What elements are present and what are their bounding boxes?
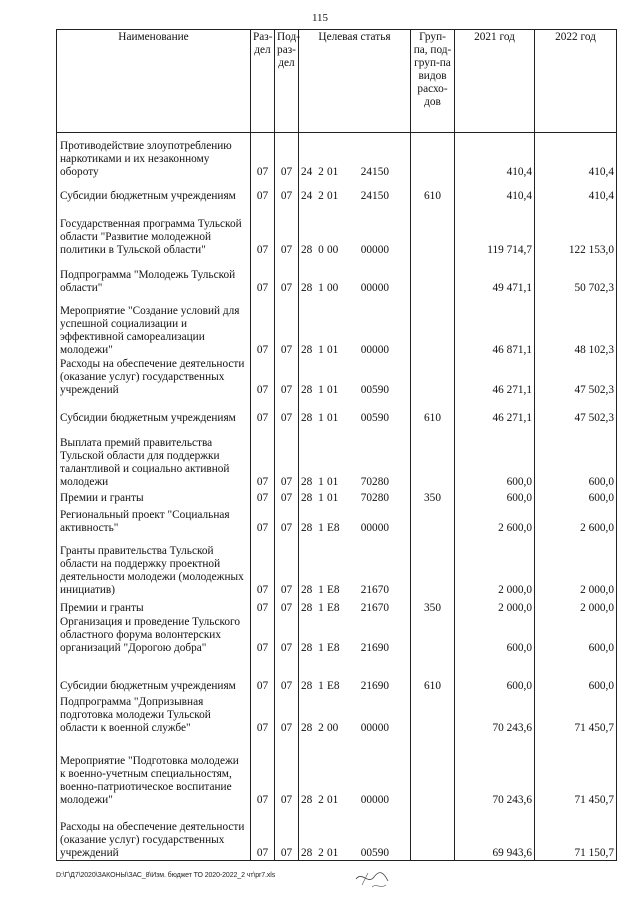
row-target-article <box>299 535 411 597</box>
target-part-t3: 01 <box>327 383 339 396</box>
row-subsection: 07 <box>275 535 299 597</box>
target-part-t3: 01 <box>327 793 339 806</box>
row-name: Премии и гранты <box>57 597 251 615</box>
target-part-t3: E8 <box>327 641 340 654</box>
target-part-t3: 01 <box>327 491 339 504</box>
row-target-article <box>299 397 411 425</box>
table-row <box>57 133 617 179</box>
row-expense-group <box>411 295 455 357</box>
target-part-t4: 00590 <box>360 847 389 859</box>
row-section: 07 <box>251 597 275 615</box>
row-name: Противодействие злоупотреблению наркотиками и их незаконному обороту <box>57 133 251 179</box>
row-value-2021: 69 943,6 <box>455 807 535 861</box>
row-subsection: 07 <box>275 425 299 489</box>
target-part-t4: 24150 <box>360 189 389 202</box>
table-row <box>57 295 617 357</box>
target-part-t1: 28 <box>301 641 313 654</box>
row-expense-group: 610 <box>411 655 455 693</box>
row-target-article <box>299 257 411 295</box>
target-part-t1: 28 <box>301 679 313 692</box>
row-expense-group <box>411 203 455 257</box>
row-value-2022: 50 702,3 <box>535 257 617 295</box>
row-value-2022: 600,0 <box>535 425 617 489</box>
target-part-t2: 1 <box>318 601 324 614</box>
row-value-2021: 2 000,0 <box>455 597 535 615</box>
header-2021: 2021 год <box>455 30 535 133</box>
row-value-2021: 70 243,6 <box>455 735 535 807</box>
row-expense-group: 610 <box>411 397 455 425</box>
target-part-t1: 28 <box>301 491 313 504</box>
target-part-t4: 70280 <box>360 491 389 504</box>
row-value-2022: 71 450,7 <box>535 693 617 735</box>
row-subsection: 07 <box>275 807 299 861</box>
row-target-article <box>299 179 411 203</box>
target-part-t3: E8 <box>327 521 340 534</box>
row-expense-group <box>411 425 455 489</box>
target-part-t1: 28 <box>301 383 313 396</box>
row-subsection: 07 <box>275 655 299 693</box>
row-value-2021: 600,0 <box>455 655 535 693</box>
target-part-t1: 24 <box>301 189 313 202</box>
table-row <box>57 397 617 425</box>
table-row <box>57 425 617 489</box>
row-value-2021: 46 271,1 <box>455 357 535 397</box>
target-part-t3: E8 <box>327 583 340 596</box>
target-part-t1: 28 <box>301 721 313 734</box>
row-value-2022: 410,4 <box>535 133 617 179</box>
row-value-2021: 600,0 <box>455 615 535 655</box>
row-value-2022: 71 450,7 <box>535 735 617 807</box>
row-value-2021: 70 243,6 <box>455 693 535 735</box>
target-part-t3: 01 <box>327 343 339 356</box>
table-row <box>57 597 617 615</box>
row-section: 07 <box>251 397 275 425</box>
row-target-article <box>299 597 411 615</box>
row-value-2021: 600,0 <box>455 425 535 489</box>
row-target-article <box>299 655 411 693</box>
row-name: Мероприятие "Подготовка молодежи к военно-учетным специальностям, военно-патриотическое воспитание молодежи" <box>57 735 251 807</box>
row-expense-group <box>411 257 455 295</box>
target-part-t1: 28 <box>301 583 313 596</box>
row-subsection: 07 <box>275 295 299 357</box>
row-value-2022: 47 502,3 <box>535 397 617 425</box>
row-name: Мероприятие "Создание условий для успешной социализации и эффективной самореализации молодежи" <box>57 295 251 357</box>
table-row <box>57 615 617 655</box>
row-name: Субсидии бюджетным учреждениям <box>57 655 251 693</box>
target-part-t2: 1 <box>318 521 324 534</box>
table-row <box>57 735 617 807</box>
target-part-t1: 28 <box>301 243 313 256</box>
target-part-t2: 1 <box>318 383 324 396</box>
row-name: Подпрограмма "Молодежь Тульской области" <box>57 257 251 295</box>
row-section: 07 <box>251 489 275 505</box>
row-value-2022: 122 153,0 <box>535 203 617 257</box>
table-header-row <box>57 30 617 133</box>
target-part-t3: 01 <box>327 847 339 859</box>
handwritten-mark <box>352 865 392 896</box>
target-part-t4: 70280 <box>360 475 389 488</box>
row-subsection: 07 <box>275 257 299 295</box>
file-path-footer: D:\Г\Д7\2020\ЗАКОНЫ\ЗАС_8\Изм. бюджет ТО 2020-2022_2 чт\pr7.xls <box>56 872 276 879</box>
table-row <box>57 807 617 861</box>
row-expense-group <box>411 505 455 535</box>
target-part-t1: 28 <box>301 793 313 806</box>
header-section: Раз-дел <box>251 30 275 133</box>
target-part-t2: 1 <box>318 641 324 654</box>
row-section: 07 <box>251 425 275 489</box>
target-part-t2: 0 <box>318 243 324 256</box>
row-target-article <box>299 807 411 861</box>
header-subsection: Под-раз-дел <box>275 30 299 133</box>
page-number: 115 <box>311 12 329 24</box>
target-part-t3: E8 <box>327 679 340 692</box>
row-subsection: 07 <box>275 203 299 257</box>
table-row <box>57 505 617 535</box>
row-section: 07 <box>251 295 275 357</box>
row-subsection: 07 <box>275 615 299 655</box>
row-target-article <box>299 425 411 489</box>
target-part-t1: 28 <box>301 847 313 859</box>
row-value-2021: 600,0 <box>455 489 535 505</box>
target-part-t4: 00000 <box>360 793 389 806</box>
target-part-t1: 28 <box>301 281 313 294</box>
target-part-t1: 28 <box>301 521 313 534</box>
row-expense-group: 350 <box>411 489 455 505</box>
row-value-2021: 49 471,1 <box>455 257 535 295</box>
target-part-t4: 21690 <box>360 679 389 692</box>
row-target-article <box>299 615 411 655</box>
row-subsection: 07 <box>275 489 299 505</box>
row-target-article <box>299 295 411 357</box>
table-row <box>57 655 617 693</box>
target-part-t2: 1 <box>318 475 324 488</box>
table-row <box>57 489 617 505</box>
row-value-2022: 410,4 <box>535 179 617 203</box>
target-part-t2: 2 <box>318 721 324 734</box>
row-section: 07 <box>251 735 275 807</box>
row-expense-group: 350 <box>411 597 455 615</box>
header-name: Наименование <box>57 30 251 133</box>
row-subsection: 07 <box>275 735 299 807</box>
target-part-t4: 24150 <box>360 165 389 178</box>
table-row <box>57 535 617 597</box>
row-section: 07 <box>251 655 275 693</box>
table-body <box>57 133 617 861</box>
row-target-article <box>299 505 411 535</box>
budget-table <box>56 29 617 861</box>
row-name: Премии и гранты <box>57 489 251 505</box>
table-row <box>57 257 617 295</box>
target-part-t3: 01 <box>327 475 339 488</box>
row-subsection: 07 <box>275 357 299 397</box>
row-value-2021: 119 714,7 <box>455 203 535 257</box>
row-name: Расходы на обеспечение деятельности (оказание услуг) государственных учреждений <box>57 807 251 861</box>
target-part-t4: 00000 <box>360 281 389 294</box>
row-name: Государственная программа Тульской области "Развитие молодежной политики в Тульской области" <box>57 203 251 257</box>
row-value-2022: 71 150,7 <box>535 807 617 861</box>
row-section: 07 <box>251 615 275 655</box>
row-expense-group <box>411 133 455 179</box>
row-subsection: 07 <box>275 397 299 425</box>
target-part-t3: 00 <box>327 721 339 734</box>
row-section: 07 <box>251 179 275 203</box>
row-subsection: 07 <box>275 179 299 203</box>
row-value-2022: 600,0 <box>535 655 617 693</box>
row-value-2022: 48 102,3 <box>535 295 617 357</box>
target-part-t2: 1 <box>318 281 324 294</box>
row-value-2021: 410,4 <box>455 179 535 203</box>
header-group: Груп-па, под-груп-па видов расхо-дов <box>411 30 455 133</box>
target-part-t4: 00590 <box>360 383 389 396</box>
target-part-t4: 00000 <box>360 343 389 356</box>
target-part-t2: 1 <box>318 411 324 424</box>
target-part-t2: 2 <box>318 189 324 202</box>
table-row <box>57 357 617 397</box>
target-part-t3: 01 <box>327 189 339 202</box>
target-part-t4: 21670 <box>360 601 389 614</box>
row-name: Гранты правительства Тульской области на поддержку проектной деятельности молодежи (молодежных инициатив) <box>57 535 251 597</box>
row-section: 07 <box>251 257 275 295</box>
target-part-t1: 28 <box>301 475 313 488</box>
target-part-t3: E8 <box>327 601 340 614</box>
row-subsection: 07 <box>275 505 299 535</box>
header-target: Целевая статья <box>299 30 411 133</box>
target-part-t2: 2 <box>318 793 324 806</box>
row-name: Региональный проект "Социальная активность" <box>57 505 251 535</box>
row-expense-group <box>411 735 455 807</box>
target-part-t4: 21690 <box>360 641 389 654</box>
row-value-2022: 600,0 <box>535 489 617 505</box>
row-target-article <box>299 133 411 179</box>
row-expense-group <box>411 357 455 397</box>
row-value-2021: 410,4 <box>455 133 535 179</box>
row-value-2022: 2 600,0 <box>535 505 617 535</box>
row-target-article <box>299 735 411 807</box>
target-part-t2: 1 <box>318 583 324 596</box>
target-part-t3: 01 <box>327 165 339 178</box>
header-2022: 2022 год <box>535 30 617 133</box>
row-target-article <box>299 203 411 257</box>
row-value-2022: 2 000,0 <box>535 535 617 597</box>
target-part-t2: 1 <box>318 679 324 692</box>
row-value-2021: 46 271,1 <box>455 397 535 425</box>
row-value-2022: 600,0 <box>535 615 617 655</box>
row-section: 07 <box>251 807 275 861</box>
row-subsection: 07 <box>275 693 299 735</box>
row-section: 07 <box>251 357 275 397</box>
row-name: Субсидии бюджетным учреждениям <box>57 397 251 425</box>
target-part-t1: 28 <box>301 411 313 424</box>
row-value-2021: 46 871,1 <box>455 295 535 357</box>
row-target-article <box>299 693 411 735</box>
row-expense-group <box>411 535 455 597</box>
row-section: 07 <box>251 505 275 535</box>
row-section: 07 <box>251 693 275 735</box>
row-expense-group <box>411 807 455 861</box>
row-value-2022: 47 502,3 <box>535 357 617 397</box>
row-name: Расходы на обеспечение деятельности (оказание услуг) государственных учреждений <box>57 357 251 397</box>
table-row <box>57 693 617 735</box>
row-value-2022: 2 000,0 <box>535 597 617 615</box>
row-name: Организация и проведение Тульского областного форума волонтерских организаций "Дорогою добра" <box>57 615 251 655</box>
target-part-t4: 00000 <box>360 721 389 734</box>
target-part-t1: 24 <box>301 165 313 178</box>
row-target-article <box>299 489 411 505</box>
target-part-t4: 00590 <box>360 411 389 424</box>
row-section: 07 <box>251 535 275 597</box>
target-part-t3: 00 <box>327 281 339 294</box>
row-name: Субсидии бюджетным учреждениям <box>57 179 251 203</box>
target-part-t2: 2 <box>318 165 324 178</box>
row-name: Подпрограмма "Допризывная подготовка молодежи Тульской области к военной службе" <box>57 693 251 735</box>
row-value-2021: 2 000,0 <box>455 535 535 597</box>
row-subsection: 07 <box>275 133 299 179</box>
target-part-t1: 28 <box>301 601 313 614</box>
target-part-t4: 00000 <box>360 521 389 534</box>
target-part-t1: 28 <box>301 343 313 356</box>
target-part-t4: 21670 <box>360 583 389 596</box>
row-subsection: 07 <box>275 597 299 615</box>
row-expense-group <box>411 615 455 655</box>
target-part-t2: 2 <box>318 847 324 859</box>
row-expense-group: 610 <box>411 179 455 203</box>
table-row <box>57 203 617 257</box>
target-part-t3: 01 <box>327 411 339 424</box>
target-part-t3: 00 <box>327 243 339 256</box>
target-part-t2: 1 <box>318 491 324 504</box>
row-value-2021: 2 600,0 <box>455 505 535 535</box>
row-expense-group <box>411 693 455 735</box>
row-section: 07 <box>251 133 275 179</box>
target-part-t4: 00000 <box>360 243 389 256</box>
row-name: Выплата премий правительства Тульской области для поддержки талантливой и социально активной молодежи <box>57 425 251 489</box>
row-target-article <box>299 357 411 397</box>
row-section: 07 <box>251 203 275 257</box>
target-part-t2: 1 <box>318 343 324 356</box>
table-row <box>57 179 617 203</box>
